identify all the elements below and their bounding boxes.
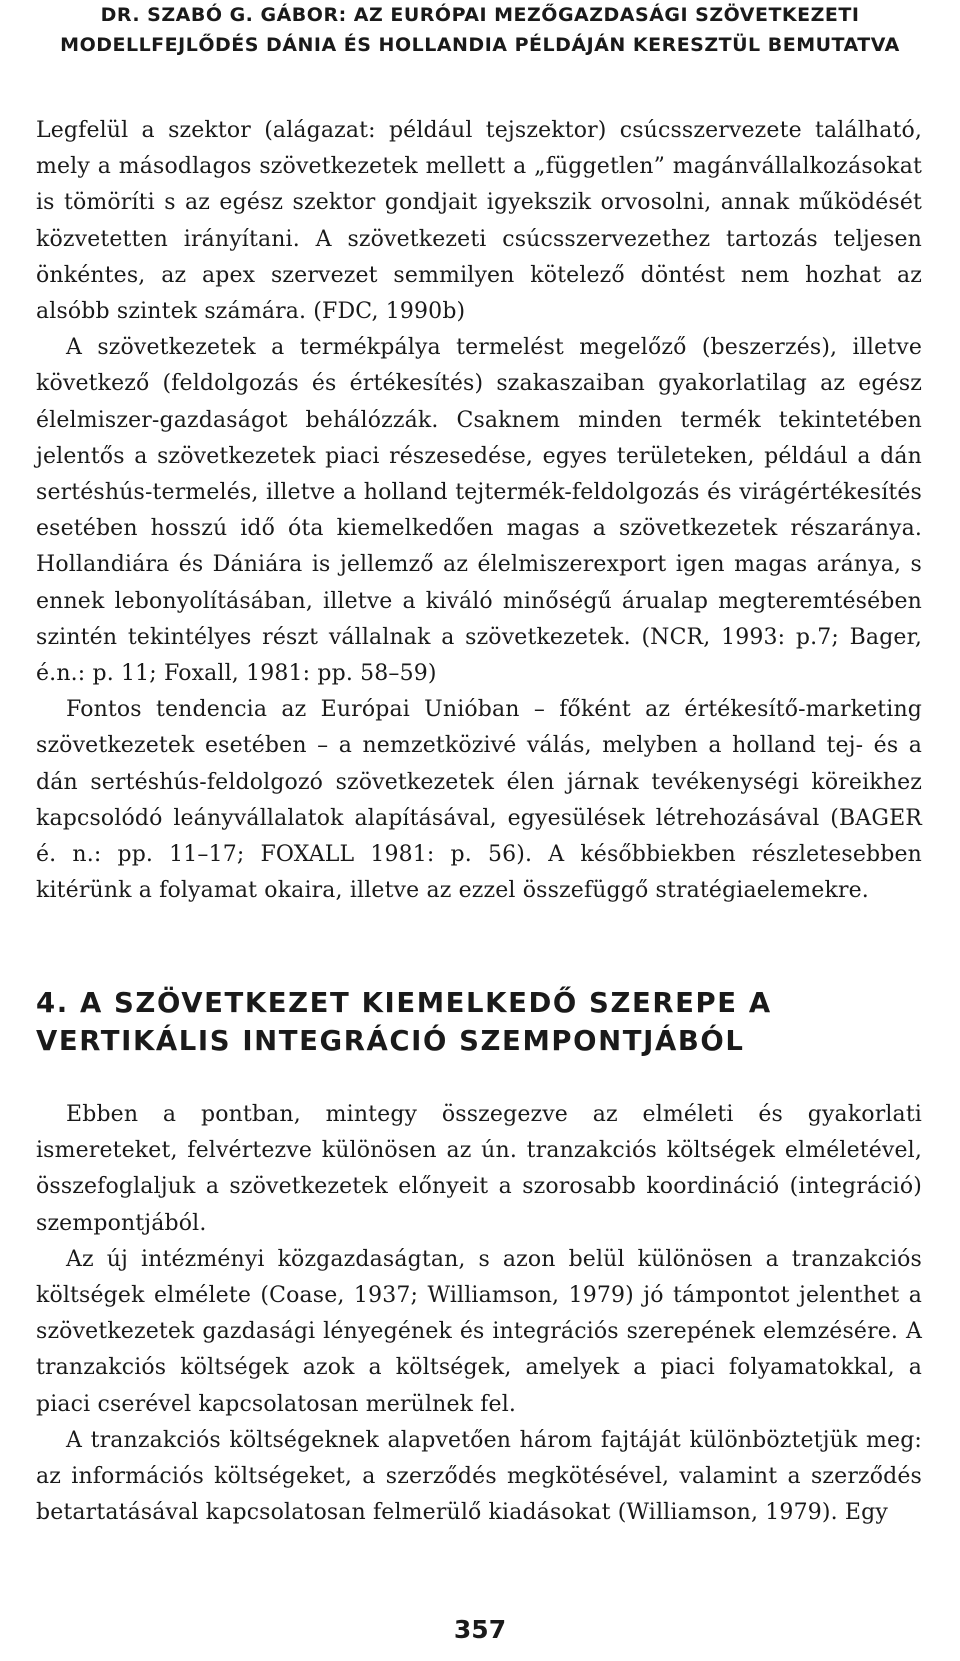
running-header	[0, 0, 960, 60]
running-header-line-2: MODELLFEJLŐDÉS DÁNIA ÉS HOLLANDIA PÉLDÁJÁN KERESZTÜL BEMUTATVA	[60, 34, 900, 56]
section-paragraph: Ebben a pontban, mintegy összegezve az elméleti és gyakorlati ismereteket, felvértezve különösen az ún. tranzakciós költségek elméletével, összefoglaljuk a szövetkezetek előnyeit a szorosabb koordináció (integráció) szempontjából.	[36, 1102, 922, 1236]
running-header-line-1: DR. SZABÓ G. GÁBOR: AZ EURÓPAI MEZŐGAZDASÁGI SZÖVETKEZETI	[100, 4, 860, 26]
section-paragraph: A tranzakciós költségeknek alapvetően három fajtáját különböztetjük meg: az információs költségeket, a szerződés megkötésével, valamint a szerződés betartatásával kapcsolatosan felmerülő kiadásokat (Williamson, 1979). Egy	[36, 1427, 922, 1526]
section-heading-line-1: 4. A SZÖVETKEZET KIEMELKEDŐ SZEREPE A	[36, 987, 772, 1019]
section-text-block	[36, 1097, 922, 1531]
body-paragraph: Legfelül a szektor (alágazat: például tejszektor) csúcsszervezete található, mely a másodlagos szövetkezetek mellett a „független” magánvállalkozásokat is tömöríti s az egész szektor gondjait igyekszik orvosolni, annak működését közvetetten irányítani. A szövetkezeti csúcsszervezethez tartozás teljesen önkéntes, az apex szervezet semmilyen kötelező döntést nem hozhat az alsóbb szintek számára. (FDC, 1990b)	[36, 118, 922, 325]
page-number: 357	[453, 1615, 507, 1644]
body-text-block	[36, 113, 922, 909]
section-paragraph: Az új intézményi közgazdaságtan, s azon belül különösen a tranzakciós költségek elmélete (Coase, 1937; Williamson, 1979) jó támpontot jelenthet a szövetkezetek gazdasági lényegének és integrációs szerepének elemzésére. A tranzakciós költségek azok a költségek, amelyek a piaci folyamatokkal, a piaci cserével kapcsolatosan merülnek fel.	[36, 1246, 922, 1417]
section-heading-line-2: VERTIKÁLIS INTEGRÁCIÓ SZEMPONTJÁBÓL	[36, 1025, 745, 1057]
body-paragraph: Fontos tendencia az Európai Unióban – főként az értékesítő-marketing szövetkezetek esetében – a nemzetközivé válás, melyben a holland tej- és a dán sertéshús-feldolgozó szövetkezetek élen járnak tevékenységi köreikhez kapcsolódó leányvállalatok alapításával, egyesülések létrehozásával (BAGER é. n.: pp. 11–17; FOXALL 1981: p. 56). A későbbiekben részletesebben kitérünk a folyamat okaira, illetve az ezzel összefüggő stratégiaelemekre.	[36, 697, 922, 904]
body-paragraph: A szövetkezetek a termékpálya termelést megelőző (beszerzés), illetve következő (feldolgozás és értékesítés) szakaszaiban gyakorlatilag az egész élelmiszer-gazdaságot behálózzák. Csaknem minden termék tekintetében jelentős a szövetkezetek piaci részesedése, egyes területeken, például a dán sertéshús-termelés, illetve a holland tejtermék-feldolgozás és virágértékesítés esetében hosszú idő óta kiemelkedően magas a szövetkezetek részaránya. Hollandiára és Dániára is jellemző az élelmiszerexport igen magas aránya, s ennek lebonyolításában, illetve a kiváló minőségű árualap megteremtésében szintén tekintélyes részt vállalnak a szövetkezetek. (NCR, 1993: p.7; Bager, é.n.: p. 11; Foxall, 1981: pp. 58–59)	[36, 335, 922, 687]
section-heading	[36, 984, 922, 1060]
